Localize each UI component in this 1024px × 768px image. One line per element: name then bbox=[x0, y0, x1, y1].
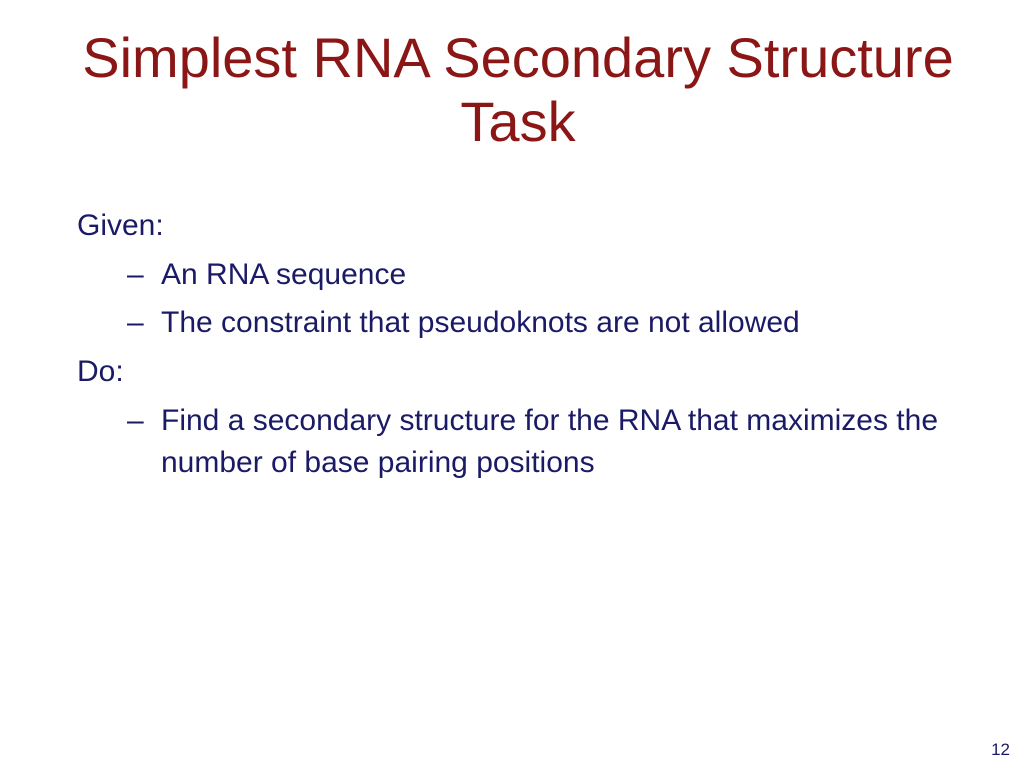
dash-bullet-icon: – bbox=[127, 258, 144, 291]
dash-bullet-icon: – bbox=[127, 404, 144, 437]
title-line-1: Simplest RNA Secondary Structure bbox=[82, 26, 954, 89]
do-item-text: Find a secondary structure for the RNA that maximizes the number of base pairing positions bbox=[161, 404, 938, 479]
do-item bbox=[127, 400, 957, 484]
given-label: Given: bbox=[77, 209, 164, 242]
given-item bbox=[127, 254, 957, 296]
do-label: Do: bbox=[77, 355, 124, 388]
title-line-2: Task bbox=[460, 90, 576, 153]
slide-body bbox=[77, 204, 957, 490]
page-number: 12 bbox=[991, 740, 1010, 759]
given-item-text: An RNA sequence bbox=[161, 258, 407, 291]
given-item-text: The constraint that pseudoknots are not allowed bbox=[161, 306, 800, 339]
slide-title bbox=[40, 26, 996, 154]
dash-bullet-icon: – bbox=[127, 306, 144, 339]
given-item bbox=[127, 302, 957, 344]
